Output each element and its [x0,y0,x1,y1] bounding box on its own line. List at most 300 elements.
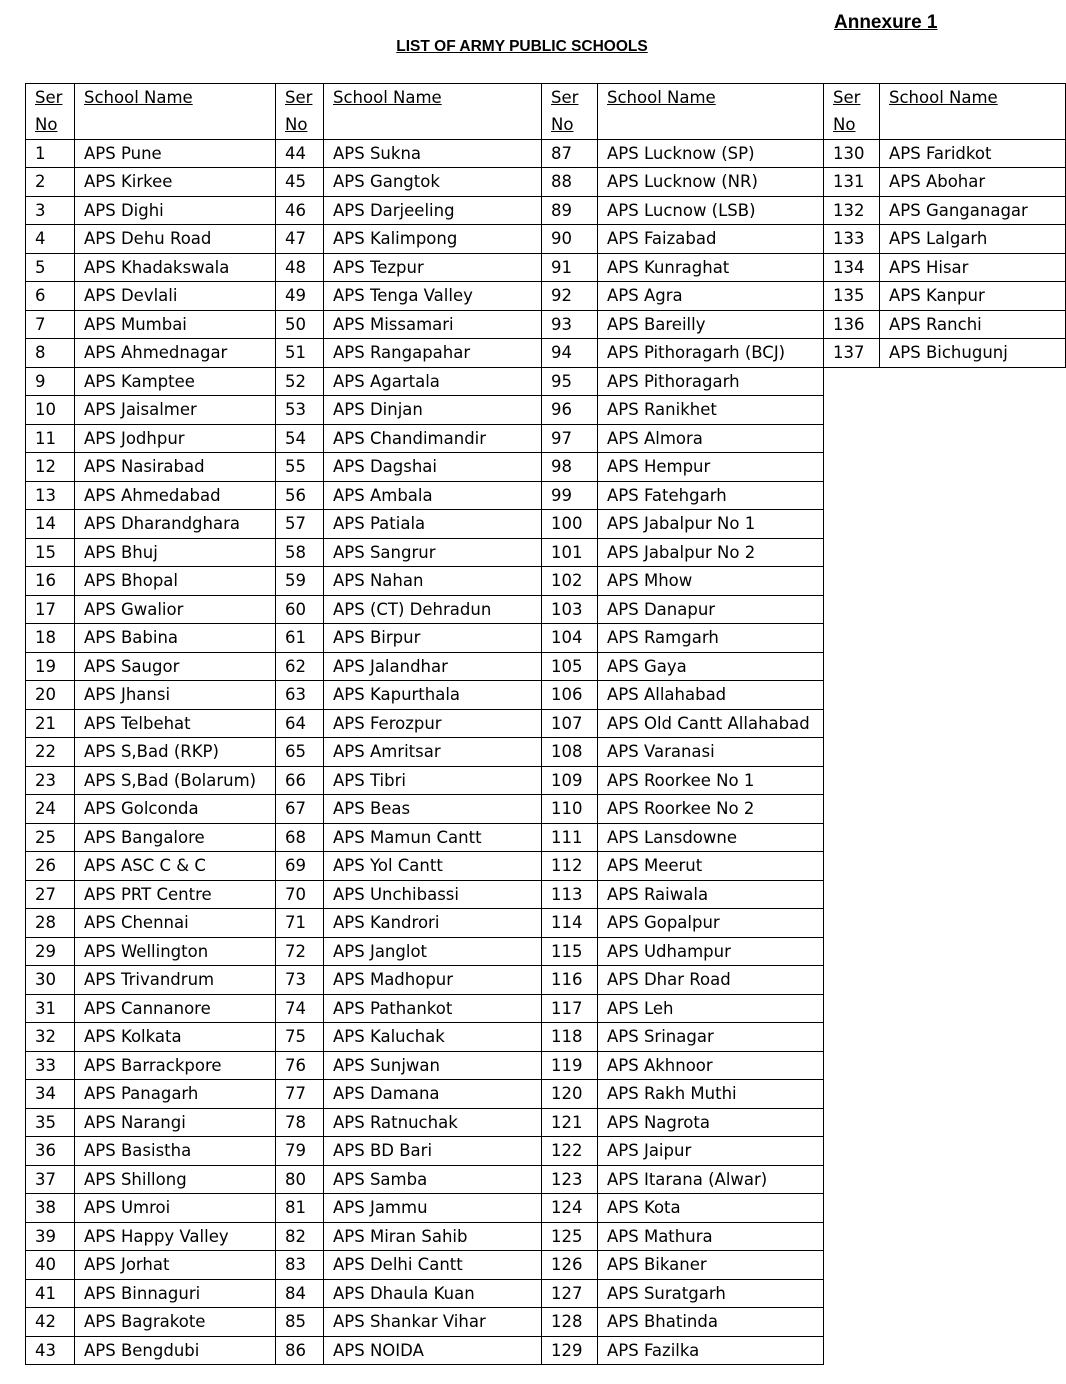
ser-no-cell: 110 [542,795,598,824]
ser-no-cell: 28 [26,909,75,938]
school-name-cell: APS Jhansi [75,681,276,710]
empty-cell [824,396,880,425]
school-name-cell: APS Madhopur [324,966,542,995]
school-name-cell: APS Bengdubi [75,1336,276,1365]
school-name-cell: APS Lucnow (LSB) [598,196,824,225]
table-row [26,823,1066,852]
ser-no-cell: 130 [824,139,880,168]
ser-no-cell: 74 [276,994,324,1023]
ser-no-cell: 26 [26,852,75,881]
school-name-cell: APS NOIDA [324,1336,542,1365]
table-row [26,1336,1066,1365]
empty-cell [824,624,880,653]
table-row [26,595,1066,624]
ser-no-cell: 99 [542,481,598,510]
empty-cell [880,1251,1066,1280]
ser-no-cell: 115 [542,937,598,966]
school-name-cell: APS Lucknow (NR) [598,168,824,197]
table-row [26,709,1066,738]
ser-no-cell: 14 [26,510,75,539]
ser-no-cell: 27 [26,880,75,909]
ser-no-cell: 30 [26,966,75,995]
school-name-cell: APS Patiala [324,510,542,539]
ser-no-cell: 128 [542,1308,598,1337]
table-row [26,282,1066,311]
school-name-cell: APS Bareilly [598,310,824,339]
empty-cell [824,738,880,767]
empty-cell [824,367,880,396]
school-name-cell: APS Danapur [598,595,824,624]
school-name-cell: APS Mumbai [75,310,276,339]
empty-cell [824,1108,880,1137]
school-name-cell: APS Ambala [324,481,542,510]
ser-no-cell: 97 [542,424,598,453]
school-name-cell: APS Dharandghara [75,510,276,539]
document-title: LIST OF ARMY PUBLIC SCHOOLS [396,38,648,55]
table-row [26,567,1066,596]
school-name-cell: APS Sunjwan [324,1051,542,1080]
ser-no-cell: 2 [26,168,75,197]
ser-no-cell: 73 [276,966,324,995]
school-name-cell: APS Birpur [324,624,542,653]
ser-no-cell: 79 [276,1137,324,1166]
ser-no-cell: 132 [824,196,880,225]
empty-cell [824,481,880,510]
empty-cell [880,1336,1066,1365]
ser-no-cell: 4 [26,225,75,254]
ser-no-cell: 60 [276,595,324,624]
ser-no-cell: 135 [824,282,880,311]
ser-no-cell: 3 [26,196,75,225]
ser-no-cell: 108 [542,738,598,767]
ser-no-cell: 80 [276,1165,324,1194]
school-name-cell: APS Hisar [880,253,1066,282]
ser-no-cell: 125 [542,1222,598,1251]
ser-no-cell: 5 [26,253,75,282]
school-name-cell: APS Tibri [324,766,542,795]
empty-cell [824,538,880,567]
empty-cell [880,852,1066,881]
ser-no-cell: 50 [276,310,324,339]
school-name-cell: APS Miran Sahib [324,1222,542,1251]
empty-cell [824,1279,880,1308]
ser-no-cell: 41 [26,1279,75,1308]
ser-no-cell: 8 [26,339,75,368]
school-name-cell: APS (CT) Dehradun [324,595,542,624]
ser-no-cell: 59 [276,567,324,596]
table-row [26,139,1066,168]
ser-no-cell: 29 [26,937,75,966]
empty-cell [824,424,880,453]
ser-no-cell: 93 [542,310,598,339]
school-name-cell: APS Happy Valley [75,1222,276,1251]
school-name-cell: APS Binnaguri [75,1279,276,1308]
ser-no-cell: 21 [26,709,75,738]
ser-no-cell: 70 [276,880,324,909]
school-name-cell: APS Fazilka [598,1336,824,1365]
ser-no-cell: 47 [276,225,324,254]
school-name-cell: APS Dehu Road [75,225,276,254]
ser-no-cell: 48 [276,253,324,282]
ser-no-cell: 22 [26,738,75,767]
empty-cell [824,880,880,909]
school-name-cell: APS Barrackpore [75,1051,276,1080]
ser-no-cell: 75 [276,1023,324,1052]
ser-no-cell: 120 [542,1080,598,1109]
empty-cell [824,567,880,596]
school-name-cell: APS Kalimpong [324,225,542,254]
table-row [26,937,1066,966]
school-name-cell: APS Jaipur [598,1137,824,1166]
empty-cell [880,937,1066,966]
school-name-cell: APS PRT Centre [75,880,276,909]
ser-no-cell: 71 [276,909,324,938]
ser-no-cell: 129 [542,1336,598,1365]
school-name-cell: APS Meerut [598,852,824,881]
ser-no-cell: 12 [26,453,75,482]
empty-cell [880,738,1066,767]
ser-no-cell: 55 [276,453,324,482]
table-row [26,994,1066,1023]
school-name-cell: APS Abohar [880,168,1066,197]
school-name-cell: APS Dighi [75,196,276,225]
ser-no-cell: 94 [542,339,598,368]
ser-no-cell: 51 [276,339,324,368]
ser-no-cell: 122 [542,1137,598,1166]
school-name-header: School Name [880,84,1066,140]
ser-no-cell: 18 [26,624,75,653]
annexure-label: Annexure 1 [834,12,938,33]
school-name-cell: APS Shankar Vihar [324,1308,542,1337]
empty-cell [824,937,880,966]
ser-no-cell: 83 [276,1251,324,1280]
ser-no-cell: 23 [26,766,75,795]
school-name-cell: APS Shillong [75,1165,276,1194]
ser-no-cell: 16 [26,567,75,596]
school-name-cell: APS Yol Cantt [324,852,542,881]
ser-no-cell: 104 [542,624,598,653]
school-name-cell: APS Bhatinda [598,1308,824,1337]
ser-no-cell: 77 [276,1080,324,1109]
school-name-cell: APS Delhi Cantt [324,1251,542,1280]
school-name-header: School Name [324,84,542,140]
empty-cell [824,453,880,482]
ser-no-cell: 106 [542,681,598,710]
school-name-cell: APS Allahabad [598,681,824,710]
empty-cell [824,1251,880,1280]
school-name-cell: APS Kandrori [324,909,542,938]
table-row [26,1080,1066,1109]
table-row [26,510,1066,539]
ser-no-cell: 87 [542,139,598,168]
ser-no-cell: 109 [542,766,598,795]
school-name-cell: APS Pithoragarh (BCJ) [598,339,824,368]
school-name-cell: APS Ahmedabad [75,481,276,510]
ser-no-cell: 113 [542,880,598,909]
ser-no-cell: 36 [26,1137,75,1166]
school-name-cell: APS Dhar Road [598,966,824,995]
ser-no-cell: 38 [26,1194,75,1223]
empty-cell [880,1023,1066,1052]
ser-no-cell: 58 [276,538,324,567]
empty-cell [824,994,880,1023]
ser-no-cell: 56 [276,481,324,510]
school-name-cell: APS Kota [598,1194,824,1223]
school-name-cell: APS Kolkata [75,1023,276,1052]
school-name-cell: APS Jorhat [75,1251,276,1280]
ser-no-cell: 13 [26,481,75,510]
school-name-cell: APS Varanasi [598,738,824,767]
school-name-cell: APS Saugor [75,652,276,681]
school-name-cell: APS Damana [324,1080,542,1109]
ser-no-cell: 76 [276,1051,324,1080]
ser-no-cell: 46 [276,196,324,225]
table-row [26,681,1066,710]
school-name-cell: APS Gopalpur [598,909,824,938]
school-name-cell: APS BD Bari [324,1137,542,1166]
ser-no-cell: 68 [276,823,324,852]
ser-no-cell: 78 [276,1108,324,1137]
empty-cell [880,966,1066,995]
school-name-cell: APS Bhopal [75,567,276,596]
ser-no-cell: 20 [26,681,75,710]
school-name-cell: APS Tezpur [324,253,542,282]
ser-no-cell: 82 [276,1222,324,1251]
school-name-cell: APS S,Bad (RKP) [75,738,276,767]
school-name-cell: APS Ramgarh [598,624,824,653]
school-name-cell: APS Beas [324,795,542,824]
school-name-cell: APS Kirkee [75,168,276,197]
empty-cell [880,681,1066,710]
school-name-cell: APS Pithoragarh [598,367,824,396]
school-name-cell: APS Faridkot [880,139,1066,168]
school-name-cell: APS Lucknow (SP) [598,139,824,168]
table-body [26,139,1066,1365]
table-row [26,1194,1066,1223]
empty-cell [880,1165,1066,1194]
ser-no-cell: 19 [26,652,75,681]
empty-cell [880,624,1066,653]
ser-no-cell: 100 [542,510,598,539]
table-row [26,1165,1066,1194]
empty-cell [880,880,1066,909]
table-row [26,1279,1066,1308]
school-name-cell: APS Nagrota [598,1108,824,1137]
school-name-cell: APS Jabalpur No 1 [598,510,824,539]
empty-cell [824,510,880,539]
school-name-cell: APS Panagarh [75,1080,276,1109]
school-name-cell: APS Fatehgarh [598,481,824,510]
empty-cell [880,909,1066,938]
ser-no-cell: 89 [542,196,598,225]
table-row [26,453,1066,482]
school-name-cell: APS Old Cantt Allahabad [598,709,824,738]
school-name-cell: APS Roorkee No 1 [598,766,824,795]
school-name-cell: APS Dinjan [324,396,542,425]
ser-no-cell: 33 [26,1051,75,1080]
school-name-cell: APS Rangapahar [324,339,542,368]
empty-cell [824,1080,880,1109]
school-name-cell: APS Kunraghat [598,253,824,282]
ser-no-cell: 81 [276,1194,324,1223]
empty-cell [880,1051,1066,1080]
empty-cell [880,709,1066,738]
empty-cell [824,595,880,624]
ser-no-cell: 112 [542,852,598,881]
school-name-cell: APS Basistha [75,1137,276,1166]
ser-no-cell: 127 [542,1279,598,1308]
school-name-cell: APS Dagshai [324,453,542,482]
school-name-cell: APS Bagrakote [75,1308,276,1337]
table-row [26,396,1066,425]
ser-no-cell: 40 [26,1251,75,1280]
empty-cell [824,709,880,738]
school-name-cell: APS Kanpur [880,282,1066,311]
school-name-cell: APS Ranchi [880,310,1066,339]
school-name-cell: APS Lansdowne [598,823,824,852]
table-row [26,424,1066,453]
school-name-cell: APS Bikaner [598,1251,824,1280]
school-name-cell: APS Golconda [75,795,276,824]
school-name-cell: APS Mhow [598,567,824,596]
table-row [26,225,1066,254]
empty-cell [824,1137,880,1166]
ser-no-cell: 6 [26,282,75,311]
school-name-cell: APS Dhaula Kuan [324,1279,542,1308]
ser-no-cell: 65 [276,738,324,767]
ser-no-cell: 49 [276,282,324,311]
table-row [26,538,1066,567]
school-name-cell: APS Pune [75,139,276,168]
school-name-cell: APS Unchibassi [324,880,542,909]
ser-no-cell: 96 [542,396,598,425]
school-name-cell: APS Bhuj [75,538,276,567]
ser-no-cell: 123 [542,1165,598,1194]
ser-no-cell: 98 [542,453,598,482]
ser-no-cell: 69 [276,852,324,881]
empty-cell [880,823,1066,852]
ser-no-header: Ser No [542,84,598,140]
ser-no-cell: 126 [542,1251,598,1280]
ser-no-cell: 52 [276,367,324,396]
empty-cell [824,795,880,824]
ser-no-cell: 11 [26,424,75,453]
school-name-header: School Name [75,84,276,140]
school-name-cell: APS Sangrur [324,538,542,567]
school-name-cell: APS Nahan [324,567,542,596]
school-name-cell: APS Sukna [324,139,542,168]
ser-no-cell: 101 [542,538,598,567]
school-name-cell: APS Chennai [75,909,276,938]
table-row [26,310,1066,339]
school-name-cell: APS Jalandhar [324,652,542,681]
table-row [26,909,1066,938]
empty-cell [824,681,880,710]
ser-no-cell: 86 [276,1336,324,1365]
empty-cell [824,1023,880,1052]
table-row [26,253,1066,282]
school-name-cell: APS Bichugunj [880,339,1066,368]
schools-table [25,83,1066,1365]
school-name-cell: APS Telbehat [75,709,276,738]
ser-no-cell: 102 [542,567,598,596]
empty-cell [880,595,1066,624]
ser-no-cell: 9 [26,367,75,396]
ser-no-cell: 107 [542,709,598,738]
ser-no-cell: 32 [26,1023,75,1052]
table-row [26,481,1066,510]
school-name-cell: APS Raiwala [598,880,824,909]
ser-no-cell: 85 [276,1308,324,1337]
ser-no-cell: 54 [276,424,324,453]
ser-no-cell: 53 [276,396,324,425]
table-row [26,1051,1066,1080]
school-name-cell: APS Roorkee No 2 [598,795,824,824]
school-name-cell: APS Kaluchak [324,1023,542,1052]
empty-cell [824,1051,880,1080]
school-name-cell: APS Faizabad [598,225,824,254]
ser-no-cell: 63 [276,681,324,710]
empty-cell [880,1222,1066,1251]
empty-cell [824,909,880,938]
ser-no-cell: 15 [26,538,75,567]
ser-no-header: Ser No [26,84,75,140]
ser-no-cell: 116 [542,966,598,995]
table-row [26,738,1066,767]
school-name-cell: APS Jaisalmer [75,396,276,425]
table-row [26,339,1066,368]
ser-no-cell: 37 [26,1165,75,1194]
school-name-cell: APS Janglot [324,937,542,966]
table-row [26,966,1066,995]
school-name-cell: APS Chandimandir [324,424,542,453]
table-row [26,852,1066,881]
ser-no-cell: 133 [824,225,880,254]
school-name-cell: APS Bangalore [75,823,276,852]
empty-cell [824,1308,880,1337]
school-name-cell: APS Jabalpur No 2 [598,538,824,567]
empty-cell [824,852,880,881]
table-row [26,1308,1066,1337]
empty-cell [824,1336,880,1365]
school-name-cell: APS Samba [324,1165,542,1194]
ser-no-cell: 121 [542,1108,598,1137]
table-row [26,1108,1066,1137]
ser-no-cell: 57 [276,510,324,539]
ser-no-cell: 34 [26,1080,75,1109]
empty-cell [880,994,1066,1023]
empty-cell [824,766,880,795]
empty-cell [880,1308,1066,1337]
empty-cell [880,1194,1066,1223]
empty-cell [880,652,1066,681]
school-name-cell: APS Cannanore [75,994,276,1023]
ser-no-cell: 114 [542,909,598,938]
empty-cell [880,396,1066,425]
school-name-cell: APS Narangi [75,1108,276,1137]
empty-cell [880,795,1066,824]
table-row [26,624,1066,653]
ser-no-cell: 66 [276,766,324,795]
empty-cell [880,567,1066,596]
ser-no-cell: 17 [26,595,75,624]
school-name-cell: APS Wellington [75,937,276,966]
school-name-header: School Name [598,84,824,140]
school-name-cell: APS Mathura [598,1222,824,1251]
school-name-cell: APS Ferozpur [324,709,542,738]
ser-no-cell: 136 [824,310,880,339]
ser-no-cell: 124 [542,1194,598,1223]
